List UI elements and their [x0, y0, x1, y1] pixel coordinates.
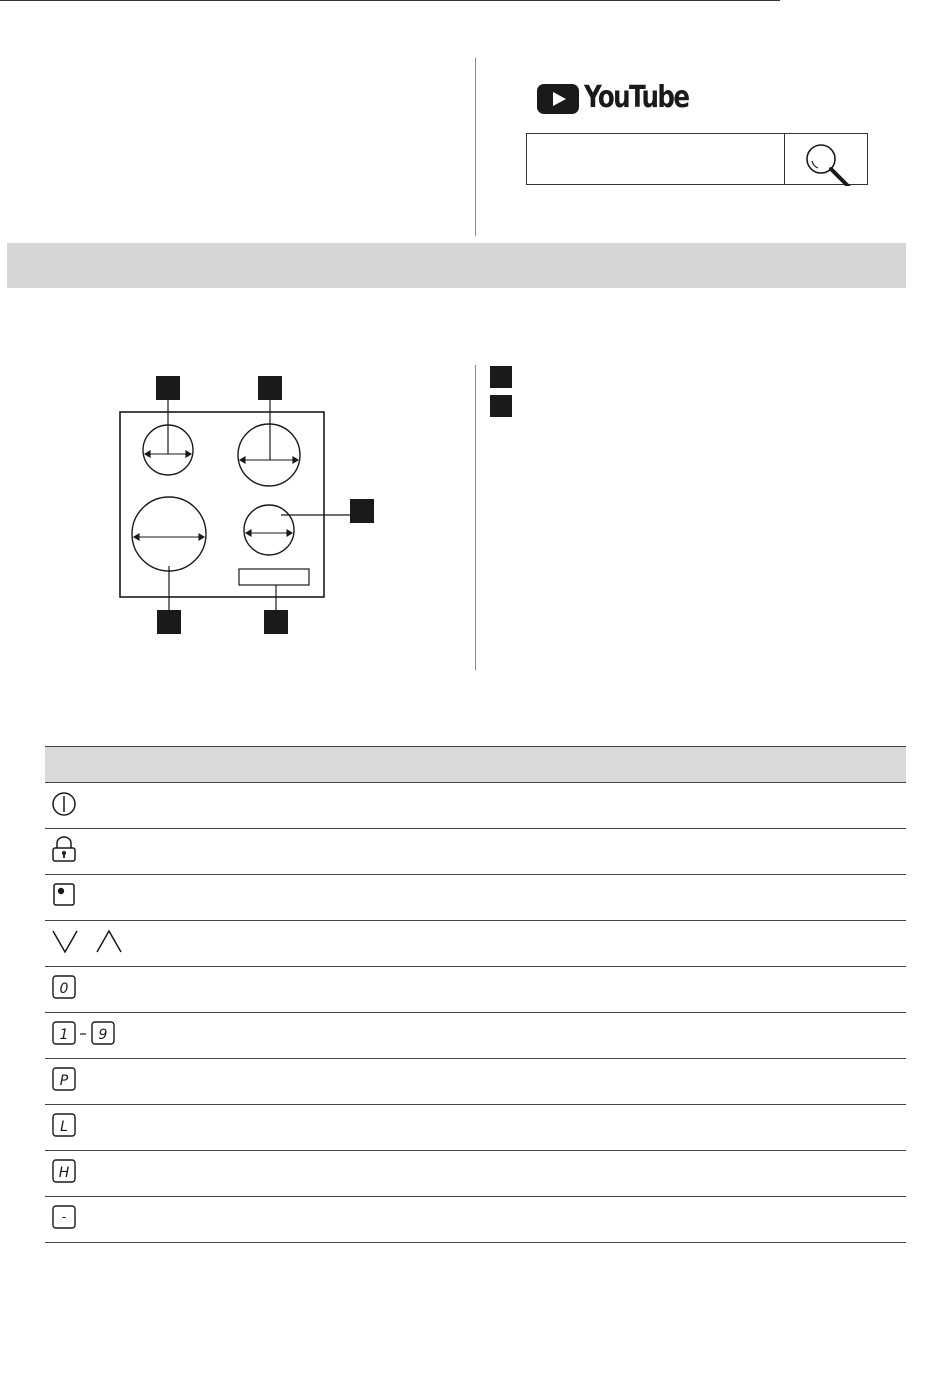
display-glyph: - [61, 1210, 67, 1224]
display-dash-icon [45, 1197, 165, 1243]
zone-tag [264, 610, 288, 634]
display-glyph: 1 [59, 1027, 69, 1043]
table-row [45, 1151, 906, 1197]
table-row [45, 829, 906, 875]
table-row [45, 1197, 906, 1243]
legend-marker [490, 395, 512, 417]
display-glyph: 9 [98, 1027, 108, 1043]
zone-rear-right [238, 424, 300, 486]
table-row [45, 921, 906, 967]
table-header [45, 746, 906, 783]
lock-icon [45, 829, 165, 875]
magnifier-icon [785, 134, 869, 186]
power-icon [45, 783, 165, 829]
section-header-band [7, 243, 906, 288]
display-h-icon [45, 1151, 165, 1197]
display-1-9-icon [45, 1013, 165, 1059]
display-l-icon [45, 1105, 165, 1151]
display-glyph: P [59, 1073, 69, 1089]
control-panel [239, 569, 309, 585]
column-divider-bottom [475, 365, 476, 670]
dot-key-icon [45, 875, 165, 921]
zone-front-left [132, 497, 206, 571]
hob-diagram [100, 360, 400, 650]
display-0-icon [45, 967, 165, 1013]
down-up-chevrons-icon [45, 921, 165, 967]
search-input[interactable] [526, 133, 784, 185]
display-glyph: L [60, 1119, 68, 1135]
table-row [45, 1013, 906, 1059]
youtube-wordmark[interactable]: YouTube [584, 80, 689, 115]
table-row [45, 1105, 906, 1151]
display-glyph: 0 [59, 981, 69, 997]
zone-tag [258, 376, 282, 400]
zone-tag [156, 376, 180, 400]
table-row [45, 1059, 906, 1105]
column-divider-top [475, 58, 476, 236]
top-rule [0, 0, 780, 1]
legend-marker [490, 366, 512, 388]
search-button[interactable] [784, 133, 868, 185]
display-glyph: H [58, 1165, 70, 1181]
display-p-icon [45, 1059, 165, 1105]
table-row [45, 875, 906, 921]
youtube-play-icon[interactable] [537, 84, 579, 114]
table-row [45, 783, 906, 829]
zone-tag [350, 499, 374, 523]
table-row [45, 967, 906, 1013]
zone-tag [157, 610, 181, 634]
